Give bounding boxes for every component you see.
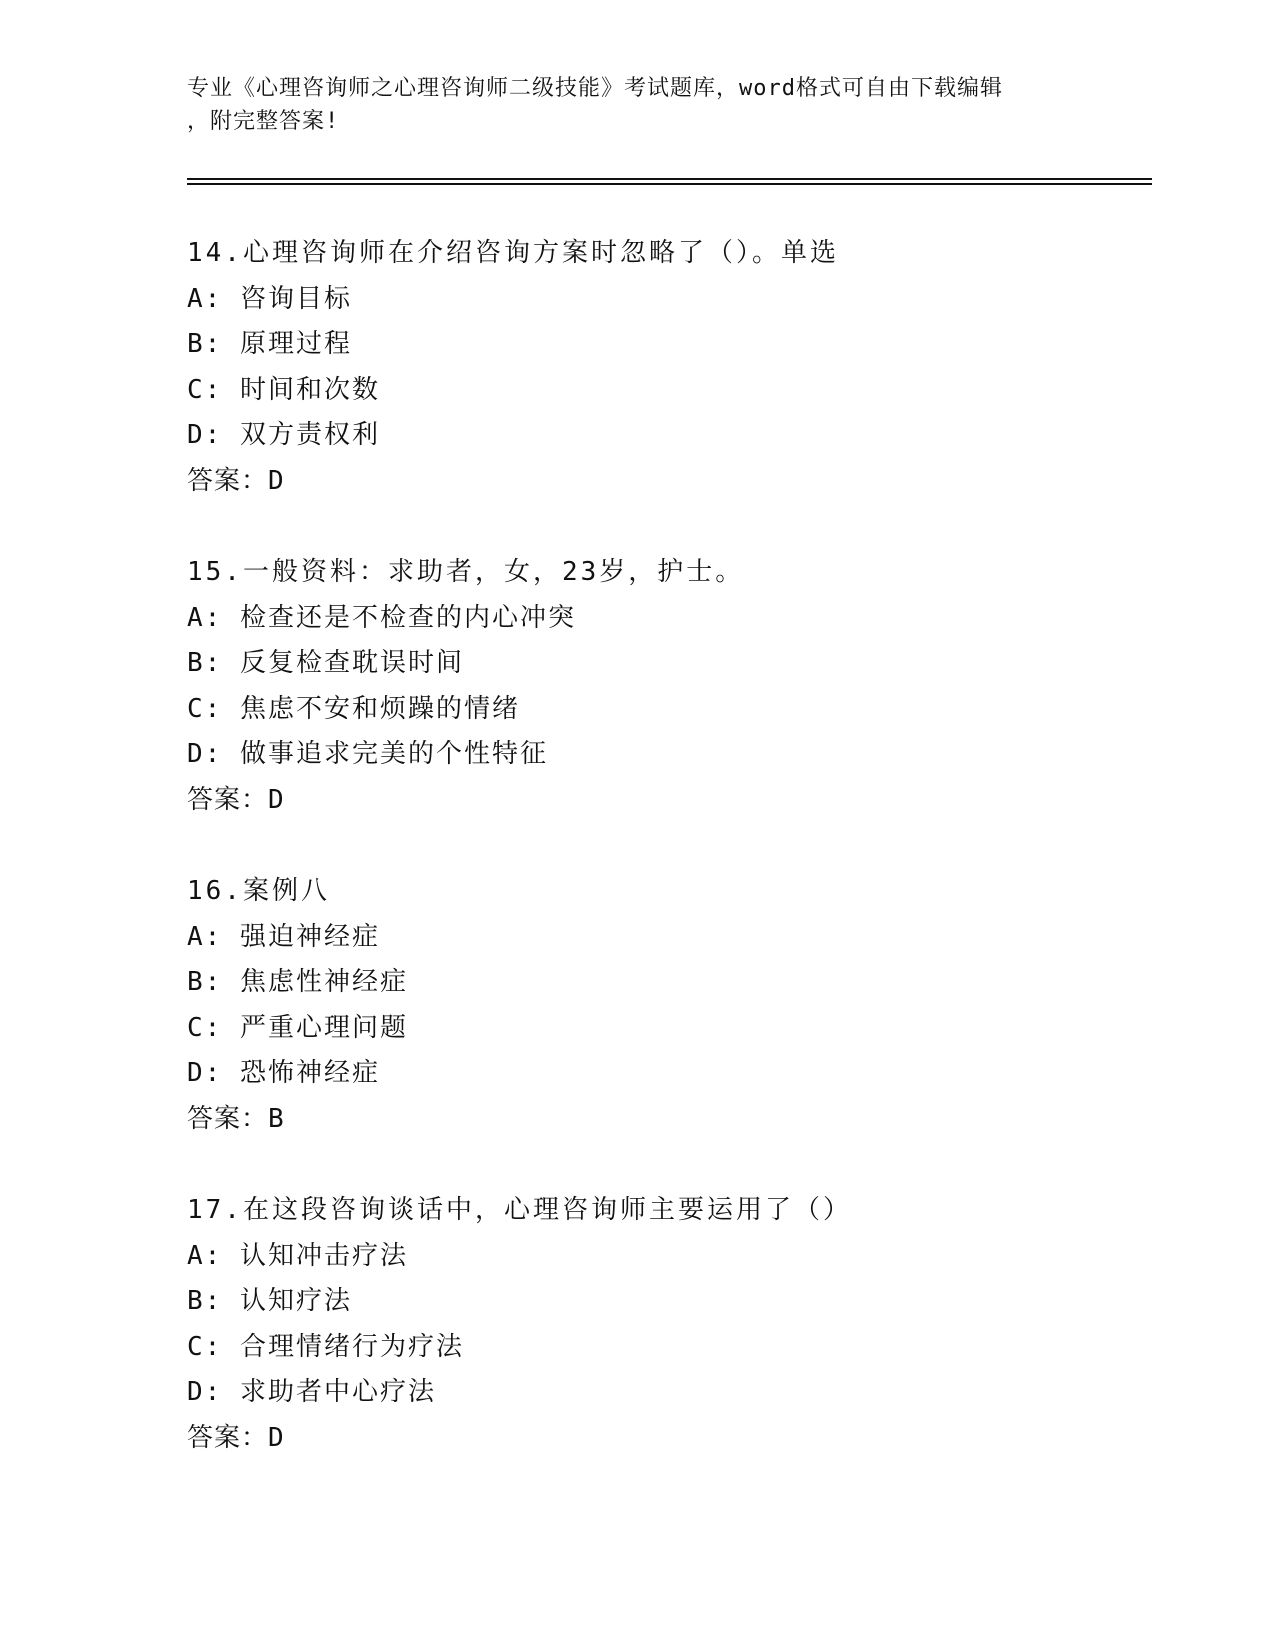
header-rule-bottom — [187, 183, 1152, 185]
option-text: 求助者中心疗法 — [239, 1377, 436, 1407]
option-label: D: — [187, 1058, 223, 1088]
option-label: A: — [187, 602, 223, 633]
option-text: 原理过程 — [239, 329, 352, 359]
option-text: 焦虑不安和烦躁的情绪 — [239, 693, 520, 724]
answer-value: D — [268, 465, 285, 496]
option-label: C: — [187, 374, 223, 405]
question-title: 16.案例八 — [187, 876, 330, 906]
header-rule-top — [187, 178, 1152, 180]
question-title: 15.一般资料：求助者，女，23岁，护士。 — [187, 557, 745, 587]
option-text: 反复检查耽误时间 — [239, 648, 464, 678]
answer-line — [187, 1097, 1137, 1143]
option-b — [187, 1279, 1137, 1325]
option-text: 咨询目标 — [239, 283, 352, 314]
option-label: B: — [187, 967, 223, 997]
option-label: A: — [187, 283, 223, 314]
option-c — [187, 1325, 1137, 1371]
option-c — [187, 1006, 1137, 1052]
option-text: 合理情绪行为疗法 — [239, 1331, 464, 1362]
option-label: C: — [187, 1012, 223, 1043]
question-title: 14.心理咨询师在介绍咨询方案时忽略了（）。单选 — [187, 238, 839, 268]
option-label: D: — [187, 739, 223, 769]
option-d — [187, 413, 1137, 459]
option-b — [187, 322, 1137, 368]
answer-label: 答案： — [187, 1103, 269, 1134]
answer-label: 答案： — [187, 784, 269, 815]
question-15 — [187, 550, 1137, 823]
option-b — [187, 641, 1137, 687]
question-16 — [187, 869, 1137, 1142]
answer-value: B — [268, 1103, 285, 1134]
question-17 — [187, 1188, 1137, 1461]
option-label: A: — [187, 921, 223, 952]
option-a — [187, 277, 1137, 323]
answer-label: 答案： — [187, 1422, 269, 1453]
option-label: C: — [187, 1331, 223, 1362]
option-label: C: — [187, 693, 223, 724]
answer-line — [187, 1416, 1137, 1462]
header-line-2: ，附完整答案! — [187, 109, 340, 134]
answer-line — [187, 778, 1137, 824]
option-text: 检查还是不检查的内心冲突 — [239, 602, 576, 633]
header-line-1: 专业《心理咨询师之心理咨询师二级技能》考试题库，word格式可自由下载编辑 — [187, 76, 1003, 101]
option-text: 双方责权利 — [239, 420, 380, 450]
answer-line — [187, 459, 1137, 505]
question-title: 17.在这段咨询谈话中，心理咨询师主要运用了（） — [187, 1195, 852, 1225]
option-a — [187, 596, 1137, 642]
option-text: 恐怖神经症 — [239, 1058, 380, 1088]
option-label: A: — [187, 1240, 223, 1271]
option-label: D: — [187, 420, 223, 450]
option-text: 认知疗法 — [239, 1286, 352, 1316]
option-c — [187, 368, 1137, 414]
option-text: 时间和次数 — [239, 374, 380, 405]
option-d — [187, 732, 1137, 778]
question-14 — [187, 231, 1137, 504]
option-label: B: — [187, 1286, 223, 1316]
option-label: B: — [187, 648, 223, 678]
option-a — [187, 1234, 1137, 1280]
option-text: 做事追求完美的个性特征 — [239, 739, 548, 769]
document-header — [187, 72, 1087, 138]
option-d — [187, 1370, 1137, 1416]
option-c — [187, 687, 1137, 733]
option-text: 焦虑性神经症 — [239, 967, 408, 997]
option-b — [187, 960, 1137, 1006]
option-text: 严重心理问题 — [239, 1012, 408, 1043]
option-label: B: — [187, 329, 223, 359]
option-text: 强迫神经症 — [239, 921, 380, 952]
answer-value: D — [268, 1422, 285, 1453]
option-a — [187, 915, 1137, 961]
option-text: 认知冲击疗法 — [239, 1240, 408, 1271]
option-label: D: — [187, 1377, 223, 1407]
answer-label: 答案： — [187, 465, 269, 496]
option-d — [187, 1051, 1137, 1097]
answer-value: D — [268, 784, 285, 815]
